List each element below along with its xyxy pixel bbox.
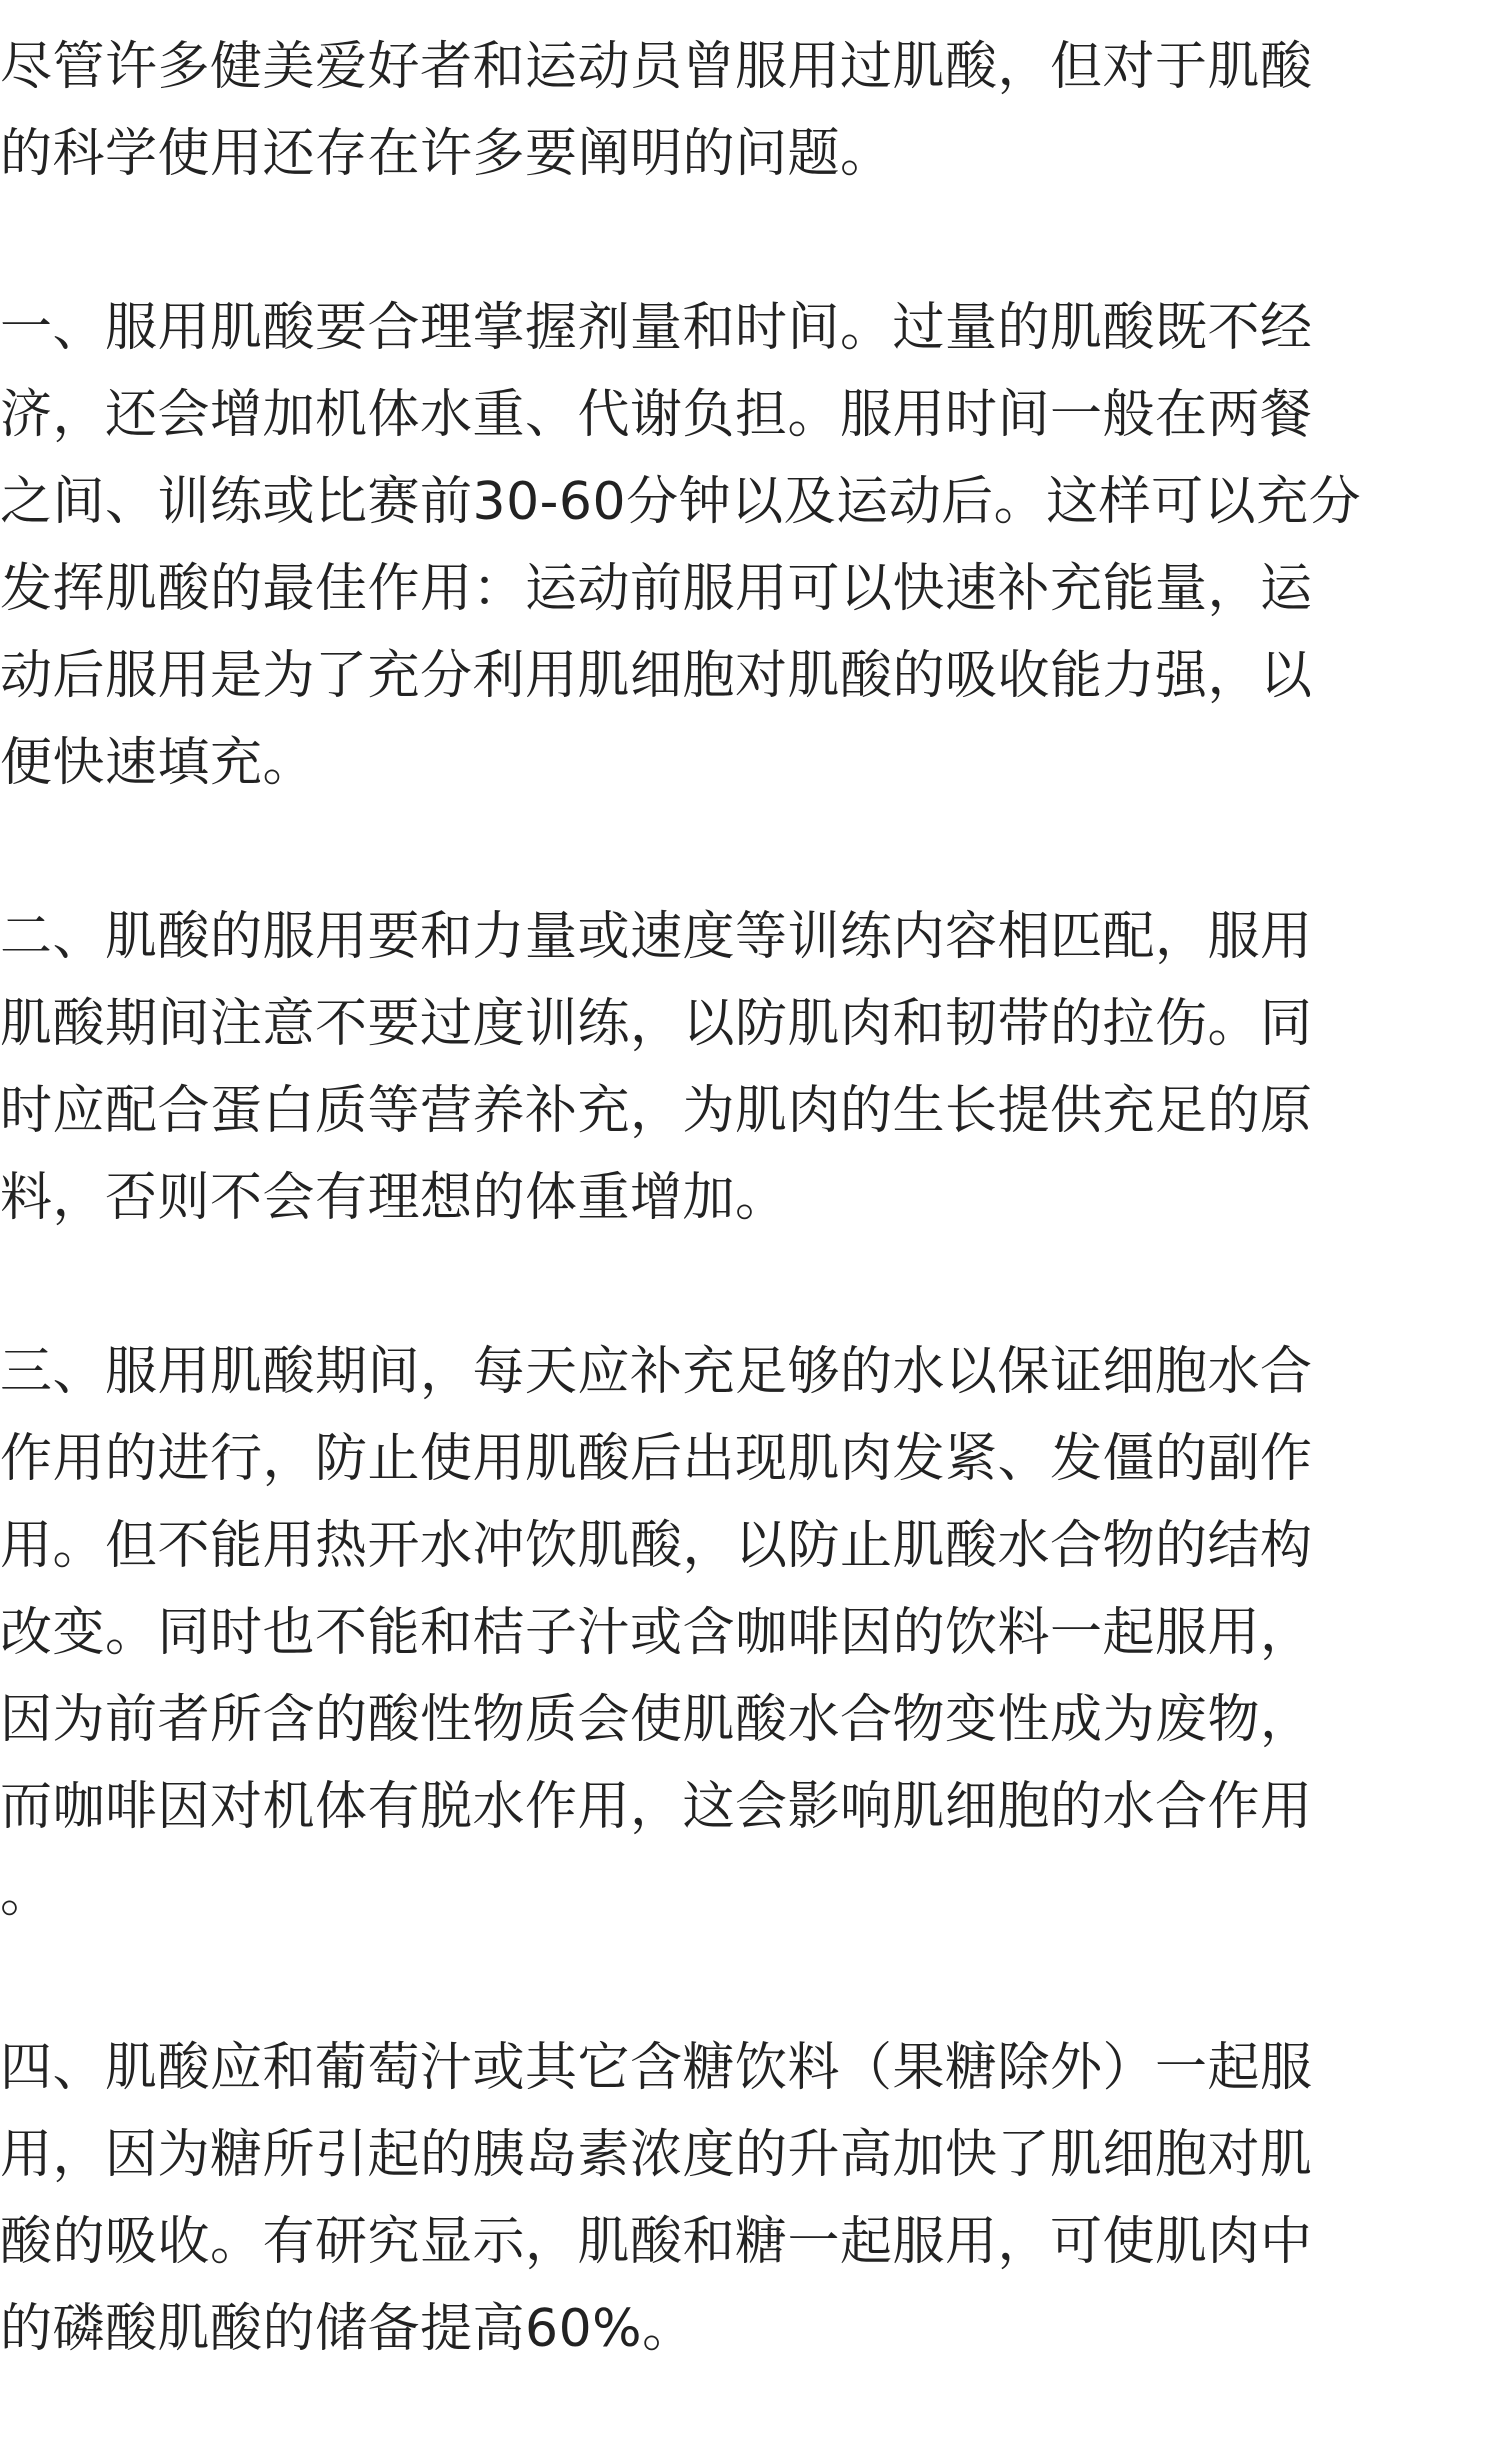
text-line: 而咖啡因对机体有脱水作用，这会影响肌细胞的水合作用 xyxy=(0,1777,1313,1837)
text-line: 酸的吸收。有研究显示，肌酸和糖一起服用，可使肌肉中 xyxy=(0,2212,1313,2272)
text-line: 便快速填充。 xyxy=(0,733,316,793)
text-line: 作用的进行，防止使用肌酸后出现肌肉发紧、发僵的副作 xyxy=(0,1429,1313,1489)
text-line: 。 xyxy=(0,1864,53,1924)
text-line: 用。但不能用热开水冲饮肌酸，以防止肌酸水合物的结构 xyxy=(0,1516,1313,1576)
paragraph-point-1 xyxy=(0,285,1500,807)
paragraph-point-4 xyxy=(0,2025,1500,2373)
text-line: 的科学使用还存在许多要阐明的问题。 xyxy=(0,124,893,184)
text-line: 济，还会增加机体水重、代谢负担。服用时间一般在两餐 xyxy=(0,385,1313,445)
paragraph-point-2 xyxy=(0,894,1500,1242)
text-line: 尽管许多健美爱好者和运动员曾服用过肌酸，但对于肌酸 xyxy=(0,37,1313,97)
text-line: 改变。同时也不能和桔子汁或含咖啡因的饮料一起服用， xyxy=(0,1603,1313,1663)
text-line: 之间、训练或比赛前30-60分钟以及运动后。这样可以充分 xyxy=(0,472,1362,532)
text-line: 肌酸期间注意不要过度训练，以防肌肉和韧带的拉伤。同 xyxy=(0,994,1313,1054)
text-line: 用，因为糖所引起的胰岛素浓度的升高加快了肌细胞对肌 xyxy=(0,2125,1313,2185)
text-line: 时应配合蛋白质等营养补充，为肌肉的生长提供充足的原 xyxy=(0,1081,1313,1141)
text-line: 三、服用肌酸期间，每天应补充足够的水以保证细胞水合 xyxy=(0,1342,1313,1402)
text-line: 因为前者所含的酸性物质会使肌酸水合物变性成为废物， xyxy=(0,1690,1313,1750)
text-line: 一、服用肌酸要合理掌握剂量和时间。过量的肌酸既不经 xyxy=(0,298,1313,358)
text-line: 料，否则不会有理想的体重增加。 xyxy=(0,1168,788,1228)
text-line: 二、肌酸的服用要和力量或速度等训练内容相匹配，服用 xyxy=(0,907,1313,967)
text-line: 的磷酸肌酸的储备提高60%。 xyxy=(0,2299,695,2359)
text-line: 发挥肌酸的最佳作用：运动前服用可以快速补充能量，运 xyxy=(0,559,1313,619)
article-body xyxy=(0,24,1500,2460)
paragraph-intro xyxy=(0,24,1500,198)
text-line: 动后服用是为了充分利用肌细胞对肌酸的吸收能力强，以 xyxy=(0,646,1313,706)
text-line: 四、肌酸应和葡萄汁或其它含糖饮料（果糖除外）一起服 xyxy=(0,2038,1313,2098)
paragraph-point-3 xyxy=(0,1329,1500,1938)
